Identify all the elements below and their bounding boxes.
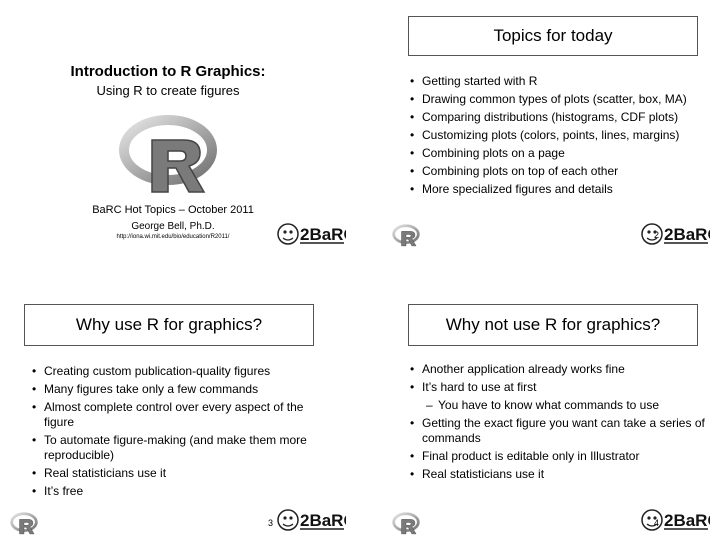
list-item: • Real statisticians use it [30,466,310,481]
list-item: • Comparing distributions (histograms, CDF plots) [408,110,708,125]
r-logo-icon [392,510,420,536]
url-link[interactable]: http://iona.wi.mit.edu/bio/education/R2011/ [116,234,230,240]
slide-3-bullets [30,364,310,502]
barc-logo-icon [276,220,346,248]
slide-1-subtitle: Using R to create figures [96,83,240,98]
list-item: • Many figures take only a few commands [30,382,310,397]
barc-logo-icon [640,506,710,534]
list-item: • Getting started with R [408,74,708,89]
barc-logo-icon [276,506,346,534]
list-item: • Combining plots on a page [408,146,708,161]
list-item: • Almost complete control over every aspect of the figure [30,400,310,430]
list-item: • To automate figure-making (and make them more reproducible) [30,433,310,463]
list-item: • Combining plots on top of each other [408,164,708,179]
list-item: • Real statisticians use it [408,467,708,482]
slide-4-bullets [408,362,708,485]
slide-4-title: Why not use R for graphics? [408,304,698,346]
list-item: • It’s free [30,484,310,499]
list-item: • It’s hard to use at first [408,380,708,395]
slide-4 [370,280,714,542]
list-item: • Getting the exact figure you want can take a series of commands [408,416,708,446]
slide-1-title: Introduction to R Graphics: [70,63,266,80]
r-logo-icon [118,112,218,194]
list-item: • Creating custom publication-quality figures [30,364,310,379]
page-number: 2 [654,230,660,240]
list-item: • Final product is editable only in Illustrator [408,449,708,464]
r-logo-icon [392,222,420,248]
list-sub-item: – You have to know what commands to use [408,398,708,413]
list-item: • Another application already works fine [408,362,708,377]
page-number: 3 [268,518,274,528]
slide-2 [370,8,714,270]
slide-3 [8,280,352,542]
page-number: 4 [654,518,660,528]
list-item: • More specialized figures and details [408,182,708,197]
r-logo-icon [10,510,38,536]
event-label: BaRC Hot Topics – October 2011 [92,204,254,216]
slide-3-title: Why use R for graphics? [24,304,314,346]
list-item: • Customizing plots (colors, points, lines, margins) [408,128,708,143]
author-label: George Bell, Ph.D. [131,221,215,232]
list-item: • Drawing common types of plots (scatter, box, MA) [408,92,708,107]
slide-2-bullets [408,74,708,200]
barc-logo-icon [640,220,710,248]
slide-2-title: Topics for today [408,16,698,56]
slide-1 [8,8,352,270]
